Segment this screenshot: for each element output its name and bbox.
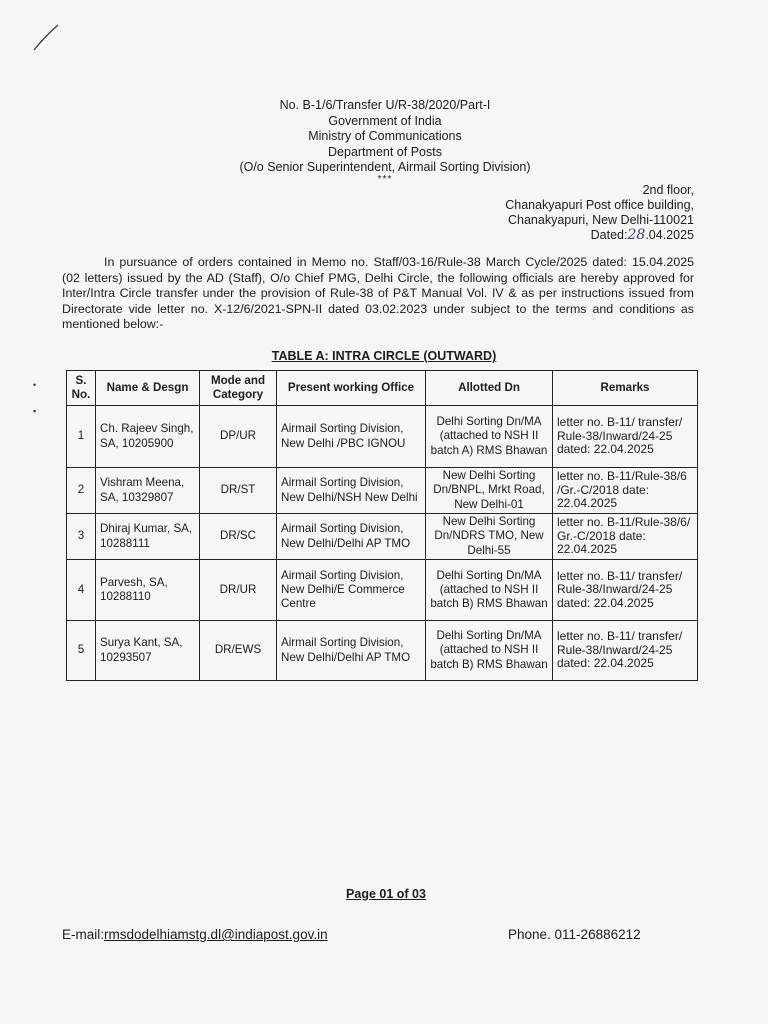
header-sno: S. No. <box>67 371 96 406</box>
date-line <box>505 228 694 243</box>
cell-mode: DR/EWS <box>200 621 277 681</box>
letter-header <box>200 98 570 184</box>
pen-slash-mark <box>30 22 62 54</box>
cell-allotted: New Delhi Sorting Dn/BNPL, Mrkt Road, New Delhi-01 <box>426 468 553 514</box>
office-address <box>505 183 694 243</box>
header-name: Name & Desgn <box>96 371 200 406</box>
cell-name: Vishram Meena, SA, 10329807 <box>96 468 200 514</box>
cell-mode: DR/UR <box>200 560 277 621</box>
ministry-line: Ministry of Communications <box>308 129 462 143</box>
cell-name: Parvesh, SA, 10288110 <box>96 560 200 621</box>
cell-office: Airmail Sorting Division, New Delhi/Delhi AP TMO <box>277 514 426 560</box>
address-line-3: Chanakyapuri, New Delhi-110021 <box>508 213 694 227</box>
cell-office: Airmail Sorting Division, New Delhi/E Commerce Centre <box>277 560 426 621</box>
cell-remarks: letter no. B-11/ transfer/ Rule-38/Inward/24-25 dated: 22.04.2025 <box>553 560 698 621</box>
header-office: Present working Office <box>277 371 426 406</box>
cell-sno: 3 <box>67 514 96 560</box>
header-ornament: *** <box>377 173 393 185</box>
margin-marks: • ▪ <box>33 380 37 416</box>
header-remarks: Remarks <box>553 371 698 406</box>
cell-remarks: letter no. B-11/ transfer/ Rule-38/Inward/24-25 dated: 22.04.2025 <box>553 406 698 468</box>
table-title: TABLE A: INTRA CIRCLE (OUTWARD) <box>271 349 497 363</box>
government-line: Government of India <box>328 113 442 128</box>
cell-sno: 5 <box>67 621 96 681</box>
cell-allotted: Delhi Sorting Dn/MA (attached to NSH II batch B) RMS Bhawan <box>426 621 553 681</box>
cell-allotted: New Delhi Sorting Dn/NDRS TMO, New Delhi-55 <box>426 514 553 560</box>
cell-name: Dhiraj Kumar, SA, 10288111 <box>96 514 200 560</box>
email-label: E-mail: <box>62 927 105 942</box>
page-number: Page 01 of 03 <box>346 887 426 901</box>
table-row <box>67 406 698 468</box>
dated-label: Dated: <box>590 228 628 242</box>
cell-sno: 1 <box>67 406 96 468</box>
cell-allotted: Delhi Sorting Dn/MA (attached to NSH II batch A) RMS Bhawan <box>426 406 553 468</box>
address-line-2: Chanakyapuri Post office building, <box>505 198 694 212</box>
cell-office: Airmail Sorting Division, New Delhi/NSH New Delhi <box>277 468 426 514</box>
header-allotted: Allotted Dn <box>426 371 553 406</box>
email-link[interactable]: rmsdodelhiamstg.dl@indiapost.gov.in <box>104 927 328 942</box>
body-text: In pursuance of orders contained in Memo no. Staff/03-16/Rule-38 March Cycle/2025 dated: 15.04.2025 (02 letters) issued by the AD (Staff), O/o Chief PMG, Delhi Circle, the following officials are hereby approved for Inter/Intra Circle transfer under the provision of Rule-38 of P&T Manual Vol. IV & as per instructions issued from Directorate vide letter no. X-12/6/2021-SPN-II dated 03.02.2023 under subject to the terms and conditions as mentioned below:- <box>62 255 694 332</box>
reference-number: No. B-1/6/Transfer U/R-38/2020/Part-I <box>279 98 491 112</box>
transfer-table <box>66 370 698 681</box>
cell-remarks: letter no. B-11/Rule-38/6 /Gr.-C/2018 date: 22.04.2025 <box>553 468 698 514</box>
cell-name: Surya Kant, SA, 10293507 <box>96 621 200 681</box>
cell-mode: DP/UR <box>200 406 277 468</box>
table-row <box>67 468 698 514</box>
address-line-1: 2nd floor, <box>642 183 694 197</box>
cell-remarks: letter no. B-11/Rule-38/6/ Gr.-C/2018 date: 22.04.2025 <box>553 514 698 560</box>
office-line: (O/o Senior Superintendent, Airmail Sorting Division) <box>239 160 531 174</box>
cell-mode: DR/ST <box>200 468 277 514</box>
cell-office: Airmail Sorting Division, New Delhi /PBC IGNOU <box>277 406 426 468</box>
footer-email <box>62 927 328 942</box>
handwritten-day: 28 <box>627 227 646 243</box>
dated-rest: .04.2025 <box>645 228 694 242</box>
department-line: Department of Posts <box>328 144 442 159</box>
table-row <box>67 621 698 681</box>
table-row <box>67 514 698 560</box>
table-header-row <box>67 371 698 406</box>
footer-phone: Phone. 011-26886212 <box>508 927 641 942</box>
header-mode: Mode and Category <box>200 371 277 406</box>
cell-remarks: letter no. B-11/ transfer/ Rule-38/Inward/24-25 dated: 22.04.2025 <box>553 621 698 681</box>
cell-sno: 4 <box>67 560 96 621</box>
table-row <box>67 560 698 621</box>
cell-mode: DR/SC <box>200 514 277 560</box>
cell-allotted: Delhi Sorting Dn/MA (attached to NSH II batch B) RMS Bhawan <box>426 560 553 621</box>
cell-name: Ch. Rajeev Singh, SA, 10205900 <box>96 406 200 468</box>
cell-sno: 2 <box>67 468 96 514</box>
cell-office: Airmail Sorting Division, New Delhi/Delhi AP TMO <box>277 621 426 681</box>
body-paragraph <box>62 255 694 333</box>
